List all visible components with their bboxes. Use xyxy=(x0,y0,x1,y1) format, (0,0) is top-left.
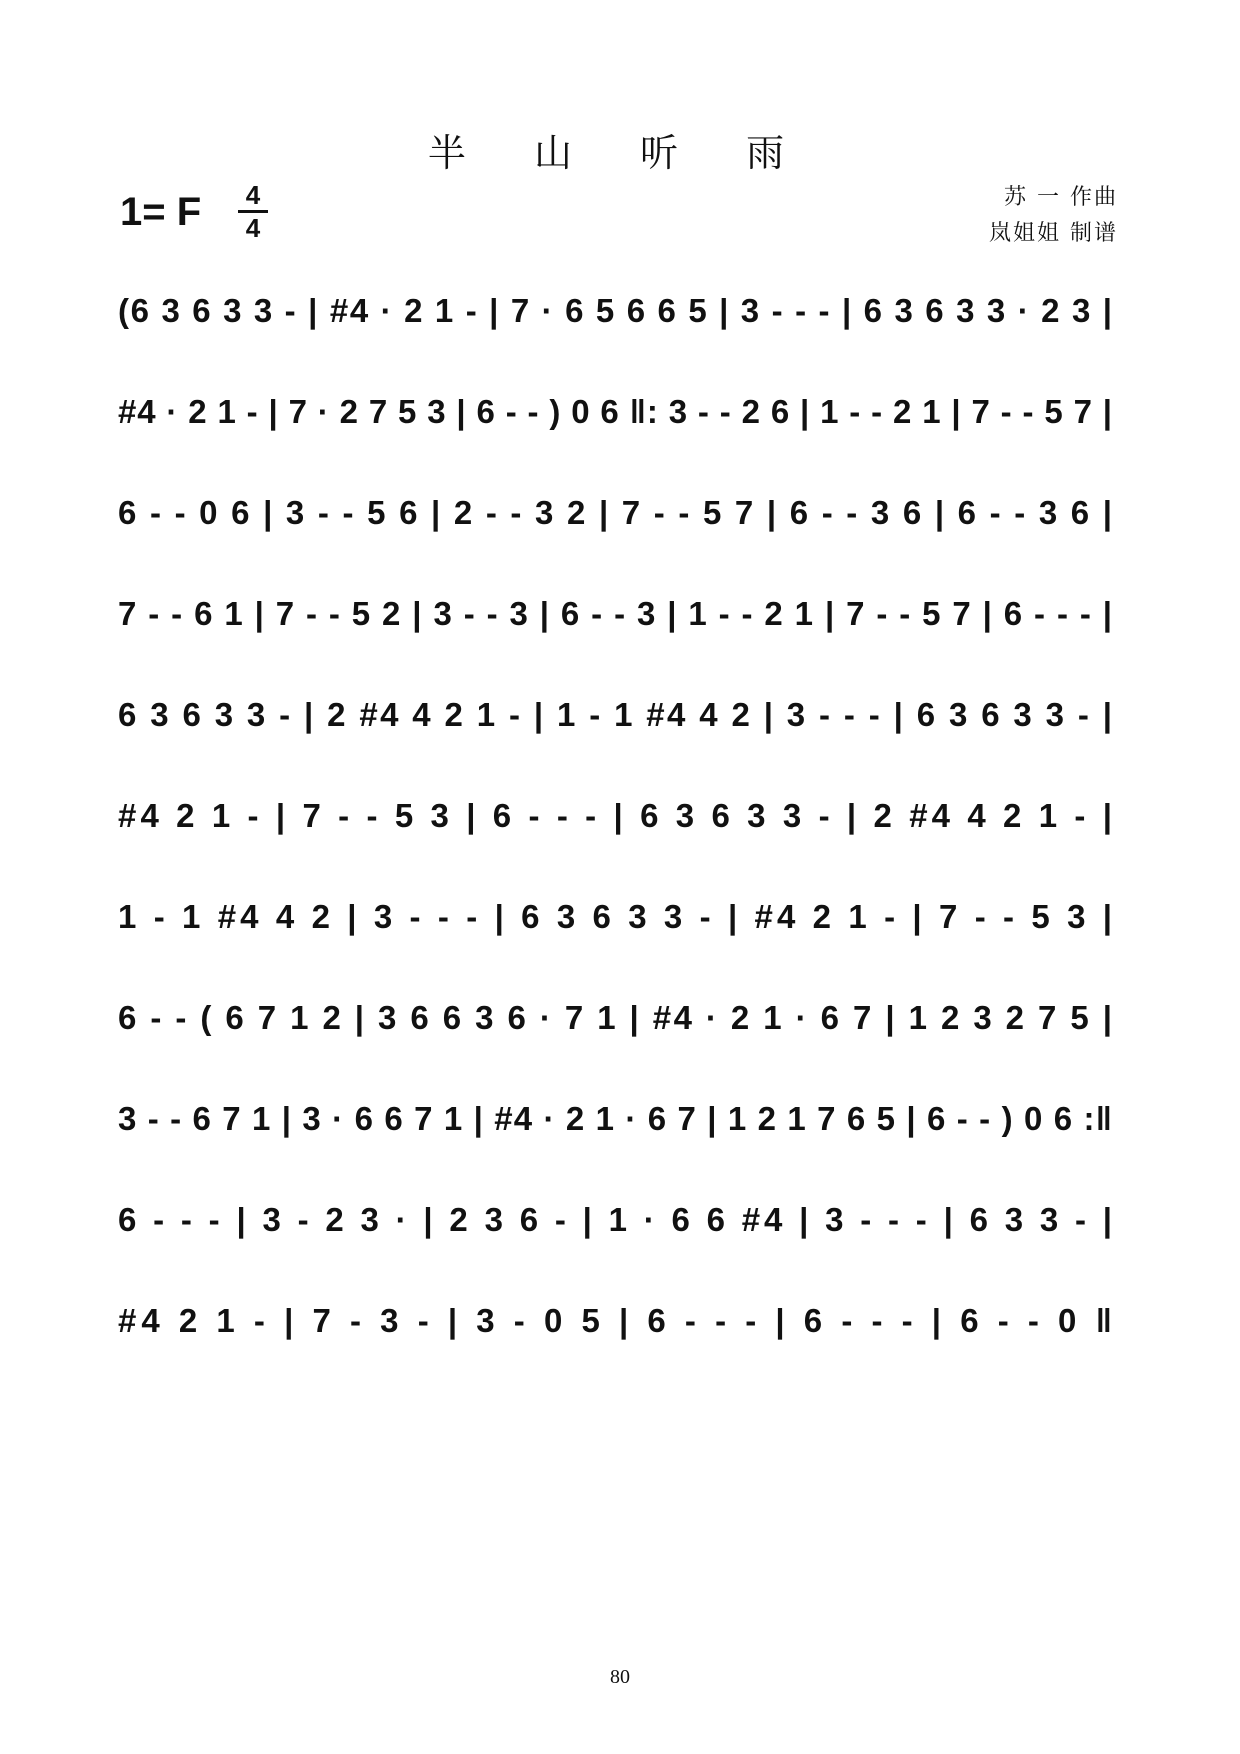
notation-line: 6 3 6 3 3 - | 2 #4 4 2 1 - | 1 - 1 #4 4 2 | 3 - - - | 6 3 6 3 3 - | xyxy=(118,696,1112,733)
meter-denominator: 4 xyxy=(245,213,261,243)
notation-line: #4 · 2 1 - | 7 · 2 7 5 3 | 6 - - ) 0 6 ‖: 3 - - 2 6 | 1 - - 2 1 | 7 - - 5 7 | xyxy=(118,393,1112,430)
notation-line: 7 - - 6 1 | 7 - - 5 2 | 3 - - 3 | 6 - - 3 | 1 - - 2 1 | 7 - - 5 7 | 6 - - - | xyxy=(118,595,1112,632)
composer-credit: 苏 一 作曲 xyxy=(1004,185,1118,210)
notation-line: (6 3 6 3 3 - | #4 · 2 1 - | 7 · 6 5 6 6 5 | 3 - - - | 6 3 6 3 3 · 2 3 | xyxy=(118,292,1112,329)
notation-line: 3 - - 6 7 1 | 3 · 6 6 7 1 | #4 · 2 1 · 6 7 | 1 2 1 7 6 5 | 6 - - ) 0 6 :‖ xyxy=(118,1100,1112,1137)
notation-line: 1 - 1 #4 4 2 | 3 - - - | 6 3 6 3 3 - | #4 2 1 - | 7 - - 5 3 | xyxy=(118,898,1112,935)
page-title: 半 山 听 雨 xyxy=(427,131,813,175)
key-signature: 1= F xyxy=(120,190,202,234)
notation-line: #4 2 1 - | 7 - 3 - | 3 - 0 5 | 6 - - - | 6 - - - | 6 - - 0 ‖ xyxy=(118,1302,1112,1339)
notation-line: #4 2 1 - | 7 - - 5 3 | 6 - - - | 6 3 6 3 3 - | 2 #4 4 2 1 - | xyxy=(118,797,1112,834)
arranger-credit: 岚姐姐 制谱 xyxy=(989,221,1118,246)
notation-line: 6 - - 0 6 | 3 - - 5 6 | 2 - - 3 2 | 7 - - 5 7 | 6 - - 3 6 | 6 - - 3 6 | xyxy=(118,494,1113,531)
notation-line: 6 - - ( 6 7 1 2 | 3 6 6 3 6 · 7 1 | #4 · 2 1 · 6 7 | 1 2 3 2 7 5 | xyxy=(118,999,1112,1036)
meter-numerator: 4 xyxy=(245,180,261,210)
notation-line: 6 - - - | 3 - 2 3 · | 2 3 6 - | 1 · 6 6 #4 | 3 - - - | 6 3 3 - | xyxy=(118,1201,1112,1238)
page-number: 80 xyxy=(610,1666,630,1688)
